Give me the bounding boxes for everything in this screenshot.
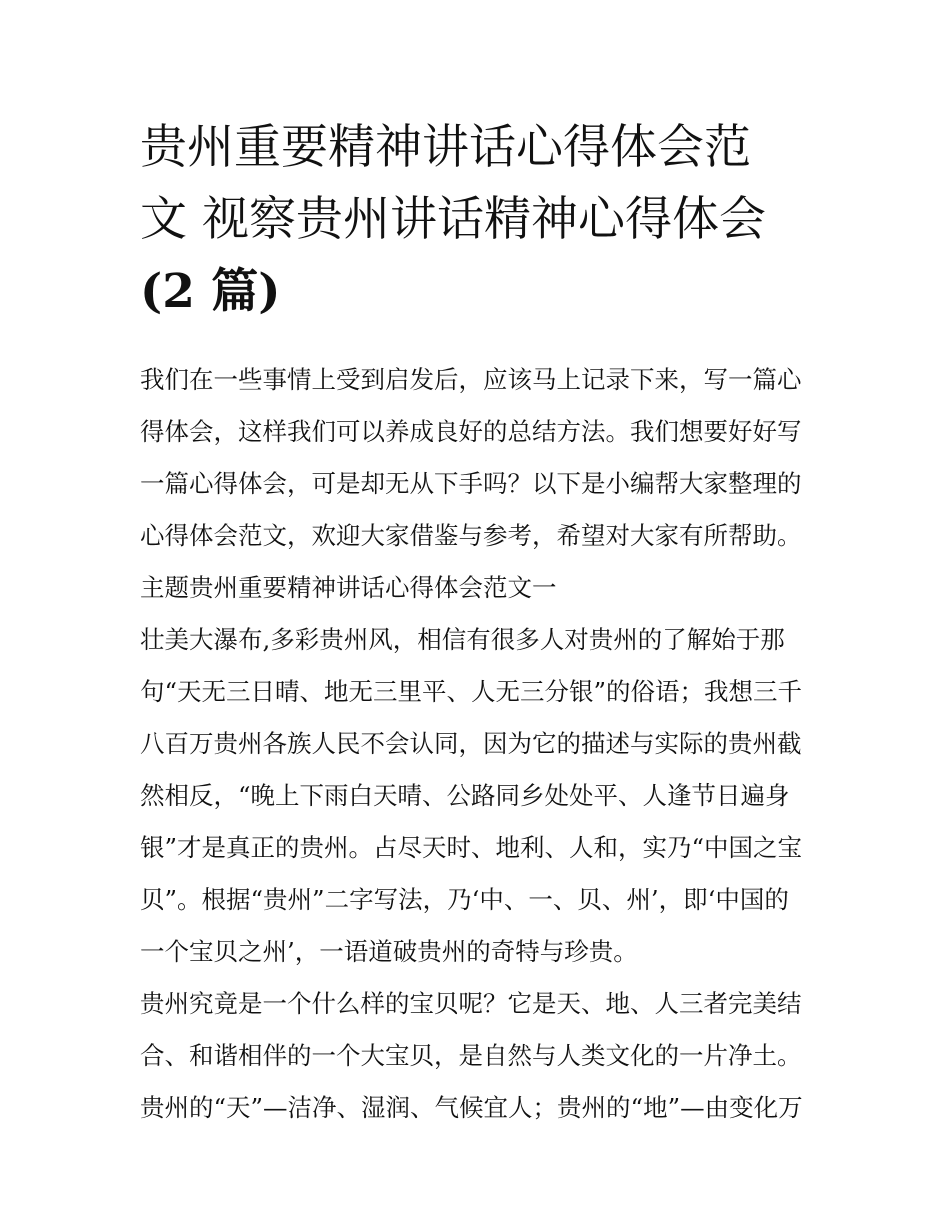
title-line-3: (2 篇) bbox=[140, 264, 281, 319]
body-line: 心得体会范文，欢迎大家借鉴与参考，希望对大家有所帮助。 bbox=[140, 521, 802, 550]
body-line: 我们在一些事情上受到启发后，应该马上记录下来，写一篇心 bbox=[140, 365, 802, 394]
section-heading: 主题贵州重要精神讲话心得体会范文一 bbox=[140, 573, 557, 602]
title-line-2: 文 视察贵州讲话精神心得体会 bbox=[140, 192, 766, 247]
body-line: 贵州究竟是一个什么样的宝贝呢？它是天、地、人三者完美结 bbox=[140, 989, 802, 1018]
body-line: 得体会，这样我们可以养成良好的总结方法。我们想要好好写 bbox=[140, 417, 802, 446]
body-line: 然相反，“晚上下雨白天晴、公路同乡处处平、人逢节日遍身 bbox=[140, 781, 790, 810]
body-line: 一篇心得体会，可是却无从下手吗？以下是小编帮大家整理的 bbox=[140, 469, 802, 498]
body-line: 壮美大瀑布,多彩贵州风，相信有很多人对贵州的了解始于那 bbox=[140, 625, 785, 654]
body-line: 贝”。根据“贵州”二字写法，乃‘中、一、贝、州’，即‘中国的 bbox=[140, 885, 789, 914]
body-line: 合、和谐相伴的一个大宝贝，是自然与人类文化的一片净土。 bbox=[140, 1041, 802, 1070]
body-line: 八百万贵州各族人民不会认同，因为它的描述与实际的贵州截 bbox=[140, 729, 802, 758]
body-line: 一个宝贝之州’，一语道破贵州的奇特与珍贵。 bbox=[140, 937, 638, 966]
body-line: 贵州的“天”—洁净、湿润、气候宜人；贵州的“地”—由变化万 bbox=[140, 1093, 803, 1122]
body-line: 银”才是真正的贵州。占尽天时、地利、人和，实乃“中国之宝 bbox=[140, 833, 803, 862]
document-title bbox=[140, 112, 820, 328]
title-line-1: 贵州重要精神讲话心得体会范 bbox=[140, 120, 751, 175]
body-line: 句“天无三日晴、地无三里平、人无三分银”的俗语；我想三千 bbox=[140, 677, 803, 706]
document-body bbox=[140, 354, 820, 1134]
